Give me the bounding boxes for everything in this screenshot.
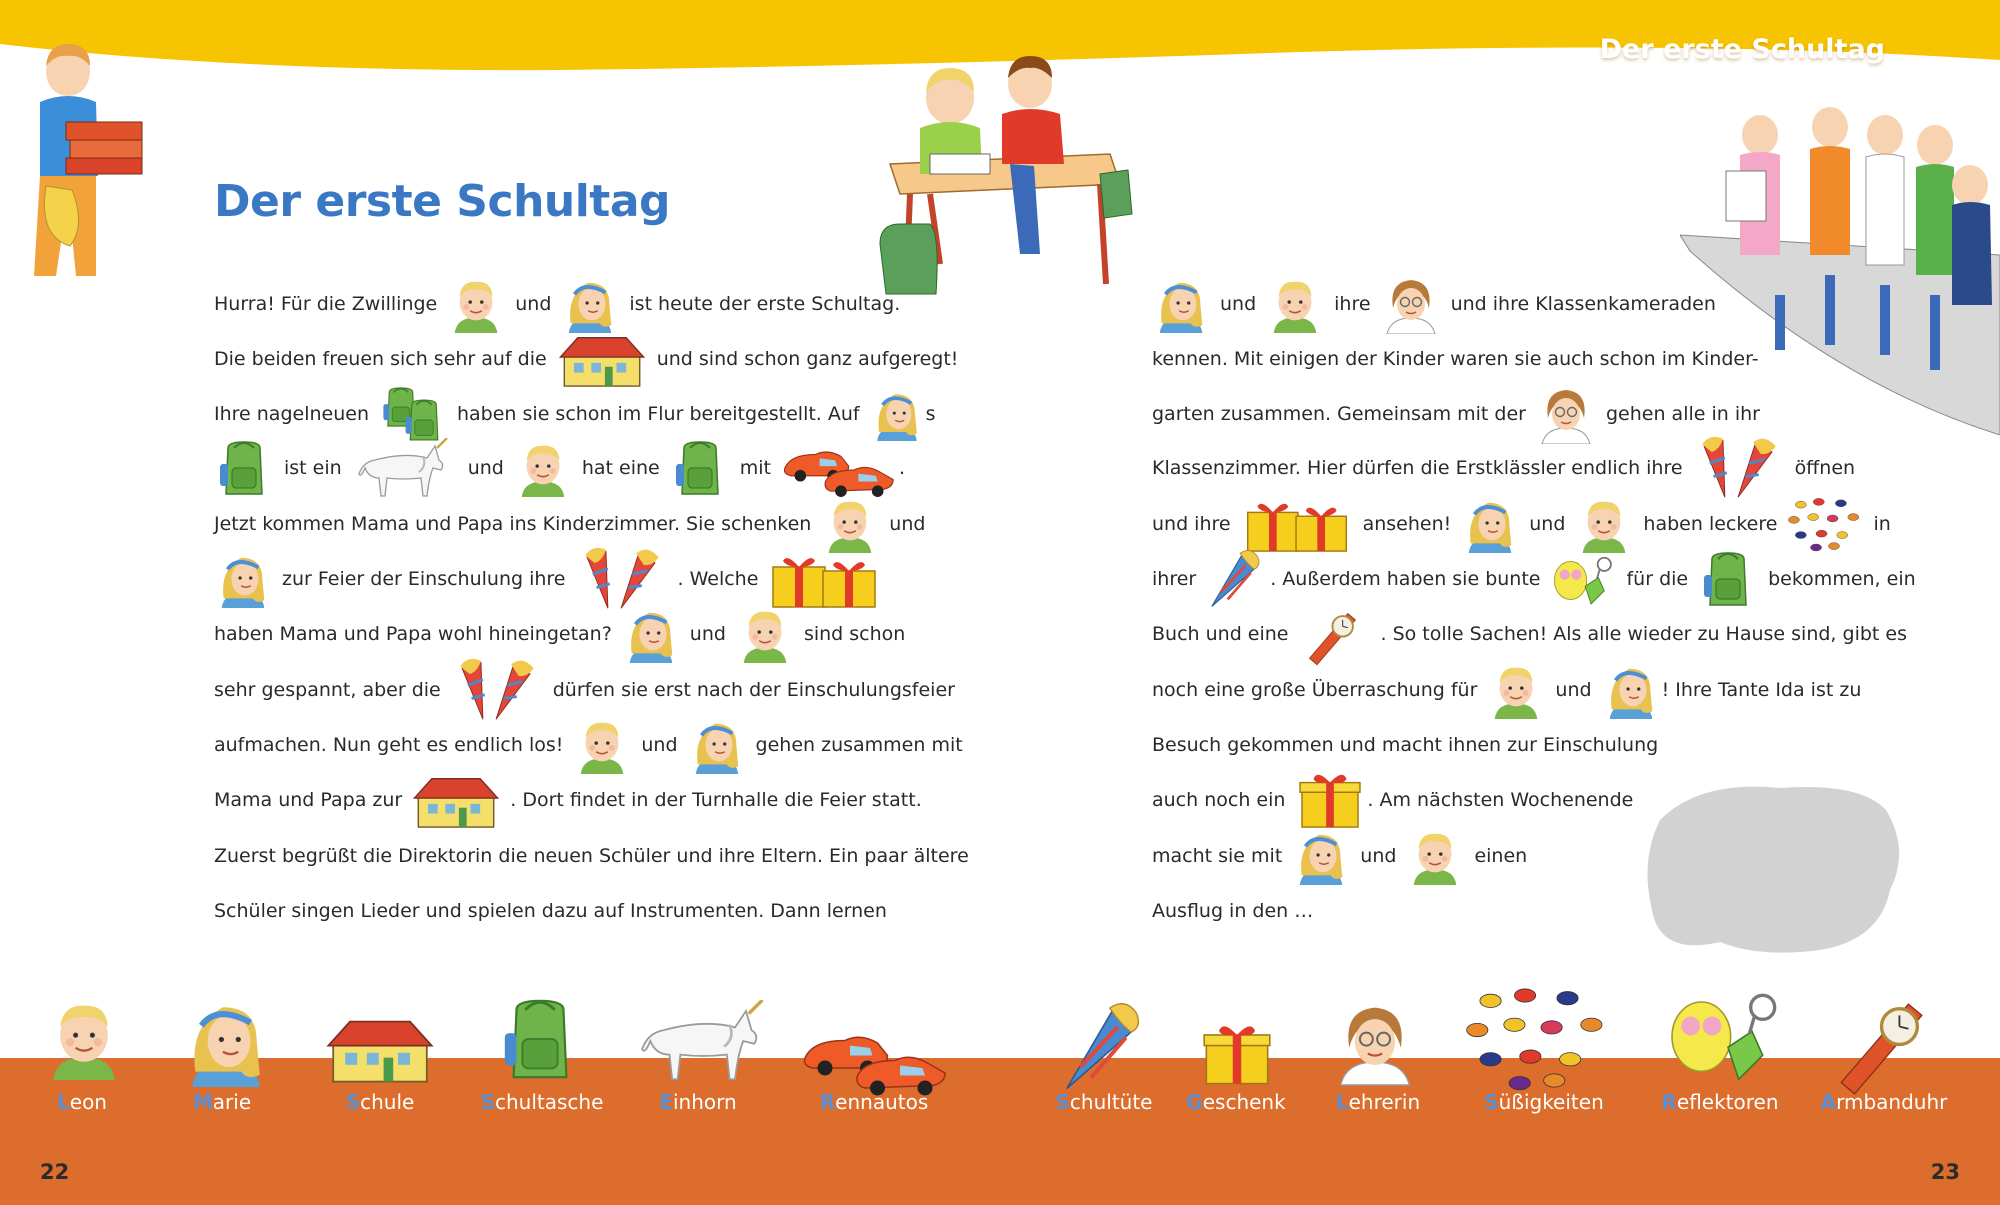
school-bag-icon xyxy=(670,438,730,498)
legend-label-marie: Marie xyxy=(192,1090,252,1114)
leon-icon xyxy=(573,716,631,774)
leon-icon xyxy=(1266,275,1324,333)
text-segment: dürfen sie erst nach der Einschulungsfeier xyxy=(552,679,955,701)
marie-icon xyxy=(870,385,924,443)
race-cars-icon xyxy=(800,1018,950,1098)
page-number-left: 22 xyxy=(40,1160,70,1184)
marie-icon xyxy=(1292,827,1350,885)
legend-label-lehrerin: Lehrerin xyxy=(1335,1090,1421,1114)
school-cone-icon xyxy=(1206,548,1260,610)
sweets-icon xyxy=(1464,984,1610,1092)
legend-label-schultuete: Schultüte xyxy=(1055,1090,1153,1114)
text-segment: . Welche xyxy=(677,568,759,590)
text-segment: noch eine große Überraschung für xyxy=(1152,679,1478,701)
text-segment: . Außerdem haben sie bunte xyxy=(1270,568,1541,590)
text-segment: in xyxy=(1873,513,1891,535)
legend-label-armbanduhr: Armbanduhr xyxy=(1820,1090,1948,1114)
text-segment: hat eine xyxy=(581,457,660,479)
text-segment: und xyxy=(515,293,552,315)
text-segment: gehen zusammen mit xyxy=(755,734,963,756)
text-line xyxy=(1152,829,1527,883)
text-segment: Mama und Papa zur xyxy=(214,789,403,811)
text-segment: ! Ihre Tante Ida ist zu xyxy=(1661,679,1862,701)
text-line xyxy=(1152,332,1759,386)
text-segment: und xyxy=(1529,513,1566,535)
marie-icon xyxy=(1461,495,1519,553)
school-bag-icon xyxy=(496,994,584,1084)
text-segment: Die beiden freuen sich sehr auf die xyxy=(214,348,547,370)
text-segment: und xyxy=(641,734,678,756)
leon-icon xyxy=(42,990,126,1086)
text-line xyxy=(1152,718,1658,772)
school-icon xyxy=(326,1012,434,1084)
text-segment: Zuerst begrüßt die Direktorin die neuen Schüler und ihre Eltern. Ein paar ältere xyxy=(214,845,969,867)
gift-icon xyxy=(1200,1022,1274,1086)
text-segment: garten zusammen. Gemeinsam mit der xyxy=(1152,403,1526,425)
race-cars-icon xyxy=(781,438,897,498)
text-segment: sehr gespannt, aber die xyxy=(214,679,441,701)
text-segment: ist heute der erste Schultag. xyxy=(629,293,901,315)
boy-with-books-illustration xyxy=(10,26,145,288)
text-segment: haben leckere xyxy=(1643,513,1778,535)
reflectors-icon xyxy=(1664,980,1784,1088)
text-segment: auch noch ein xyxy=(1152,789,1286,811)
marie-icon xyxy=(214,550,272,608)
school-cone-icon xyxy=(1058,1000,1140,1094)
text-line xyxy=(1152,387,1760,441)
school-cones-icon xyxy=(451,657,543,723)
text-segment: öffnen xyxy=(1794,457,1856,479)
reflectors-icon xyxy=(1550,549,1616,609)
text-segment: und xyxy=(689,623,726,645)
legend-label-leon: Leon xyxy=(57,1090,107,1114)
text-line xyxy=(214,884,887,938)
legend-label-reflektoren: Reflektoren xyxy=(1661,1090,1779,1114)
unicorn-icon xyxy=(352,438,458,498)
text-line xyxy=(1152,884,1313,938)
leon-icon xyxy=(821,495,879,553)
text-segment: Klassenzimmer. Hier dürfen die Erstklässler endlich ihre xyxy=(1152,457,1683,479)
text-segment: . Dort findet in der Turnhalle die Feier statt. xyxy=(510,789,922,811)
marie-icon xyxy=(622,605,680,663)
school-bag-icon xyxy=(214,438,274,498)
text-line xyxy=(1152,607,1907,661)
text-segment: einen xyxy=(1474,845,1528,867)
text-line xyxy=(1152,441,1855,495)
text-line xyxy=(214,332,958,386)
text-segment: sind schon xyxy=(803,623,906,645)
text-line xyxy=(1152,773,1633,827)
text-segment: Schüler singen Lieder und spielen dazu auf Instrumenten. Dann lernen xyxy=(214,900,887,922)
text-segment: haben sie schon im Flur bereitgestellt. Auf xyxy=(457,403,860,425)
text-segment: Jetzt kommen Mama und Papa ins Kinderzimmer. Sie schenken xyxy=(214,513,812,535)
text-segment: kennen. Mit einigen der Kinder waren sie auch schon im Kinder- xyxy=(1152,348,1759,370)
text-segment: macht sie mit xyxy=(1152,845,1283,867)
gifts-icon xyxy=(768,549,880,609)
text-segment: haben Mama und Papa wohl hineingetan? xyxy=(214,623,612,645)
text-segment: s xyxy=(925,403,936,425)
text-segment: mit xyxy=(739,457,771,479)
teacher-icon xyxy=(1381,274,1441,334)
text-line xyxy=(214,387,936,441)
unicorn-icon xyxy=(636,1000,774,1082)
text-segment: . xyxy=(898,457,906,479)
text-line xyxy=(214,607,905,661)
text-line xyxy=(1152,663,1861,717)
legend-label-schultasche: Schultasche xyxy=(480,1090,604,1114)
marie-icon xyxy=(688,716,746,774)
text-line xyxy=(1152,277,1716,331)
text-segment: und xyxy=(889,513,926,535)
text-line xyxy=(214,497,925,551)
text-line xyxy=(214,718,963,772)
text-segment: Besuch gekommen und macht ihnen zur Einschulung xyxy=(1152,734,1659,756)
leon-icon xyxy=(1487,661,1545,719)
text-segment: ansehen! xyxy=(1362,513,1452,535)
text-segment: Ihre nagelneuen xyxy=(214,403,369,425)
text-segment: und ihre xyxy=(1152,513,1231,535)
wristwatch-icon xyxy=(1299,602,1371,666)
teacher-icon xyxy=(1332,996,1418,1088)
text-segment: . So tolle Sachen! Als alle wieder zu Hause sind, gibt es xyxy=(1380,623,1907,645)
legend-label-suessigkeiten: Süßigkeiten xyxy=(1484,1090,1604,1114)
gifts-icon xyxy=(1241,495,1353,553)
text-segment: Ausflug in den … xyxy=(1152,900,1314,922)
text-segment: und xyxy=(1220,293,1257,315)
page-number-right: 23 xyxy=(1930,1160,1960,1184)
school-bags-icon xyxy=(379,385,447,443)
text-segment: und xyxy=(1555,679,1592,701)
text-segment: . Am nächsten Wochenende xyxy=(1367,789,1634,811)
text-segment: und sind schon ganz aufgeregt! xyxy=(656,348,959,370)
text-segment: ist ein xyxy=(284,457,342,479)
marie-icon xyxy=(180,994,272,1088)
marie-icon xyxy=(1602,661,1660,719)
legend-label-schule: Schule xyxy=(345,1090,415,1114)
header-title: Der erste Schultag xyxy=(1599,34,1885,65)
leon-icon xyxy=(736,605,794,663)
text-segment: zur Feier der Einschulung ihre xyxy=(282,568,566,590)
text-line xyxy=(1152,552,1916,606)
text-segment: Buch und eine xyxy=(1152,623,1289,645)
text-line xyxy=(214,552,890,606)
text-line xyxy=(1152,497,1891,551)
text-segment: und xyxy=(1360,845,1397,867)
marie-icon xyxy=(1152,275,1210,333)
school-cones-icon xyxy=(576,546,668,612)
school-bag-icon xyxy=(1698,549,1758,609)
text-line xyxy=(214,663,955,717)
text-line xyxy=(214,829,969,883)
school-icon xyxy=(557,330,647,388)
legend-label-geschenk: Geschenk xyxy=(1186,1090,1286,1114)
sticker-placeholder xyxy=(1640,780,1910,960)
legend-label-rennautos: Rennautos xyxy=(819,1090,929,1114)
text-segment: für die xyxy=(1626,568,1689,590)
text-segment: ihre xyxy=(1334,293,1371,315)
teacher-icon xyxy=(1536,384,1596,444)
text-line xyxy=(214,277,900,331)
text-segment: gehen alle in ihr xyxy=(1605,403,1760,425)
school-icon xyxy=(412,771,500,829)
leon-icon xyxy=(447,275,505,333)
school-cones-icon xyxy=(1693,435,1785,501)
gift-icon xyxy=(1295,771,1365,829)
text-segment: Hurra! Für die Zwillinge xyxy=(214,293,438,315)
wristwatch-icon xyxy=(1830,984,1942,1096)
leon-icon xyxy=(1406,827,1464,885)
leon-icon xyxy=(1575,495,1633,553)
text-line xyxy=(214,773,922,827)
text-segment: bekommen, ein xyxy=(1768,568,1916,590)
text-segment: und xyxy=(467,457,504,479)
text-segment: ihrer xyxy=(1152,568,1197,590)
text-segment: aufmachen. Nun geht es endlich los! xyxy=(214,734,564,756)
children-at-desk-illustration xyxy=(870,54,1140,304)
page-title: Der erste Schultag xyxy=(214,176,671,227)
sweets-icon xyxy=(1787,495,1863,553)
text-segment: und ihre Klassenkameraden xyxy=(1450,293,1716,315)
text-line xyxy=(214,441,905,495)
marie-icon xyxy=(561,275,619,333)
leon-icon xyxy=(514,439,572,497)
legend-label-einhorn: Einhorn xyxy=(659,1090,737,1114)
